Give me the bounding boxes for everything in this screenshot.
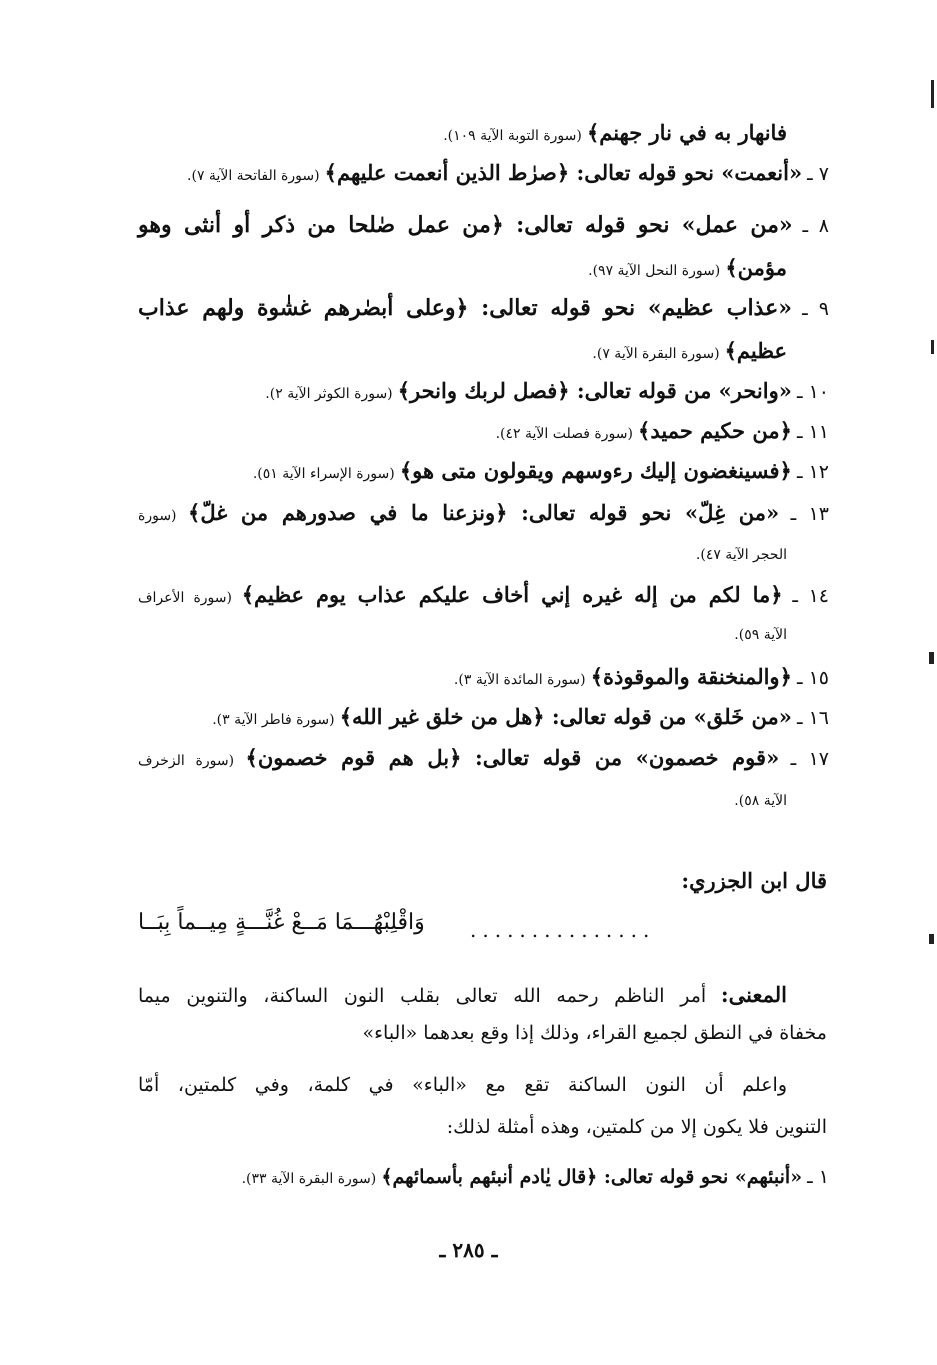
- item-7: ٧ ـ «أنعمت» نحو قوله تعالى: ﴿صرٰط الذين أنعمت عليهم﴾ (سورة الفاتحة الآية ٧).: [187, 160, 829, 185]
- item-16: ١٦ ـ «من خَلق» من قوله تعالى: ﴿هل من خلق غير الله﴾ (سورة فاطر الآية ٣).: [212, 704, 829, 729]
- meaning-line-1: المعنى: أمر الناظم رحمه الله تعالى بقلب النون الساكنة، والتنوين ميما: [138, 982, 787, 1007]
- item-9-cont: عظيم﴾ (سورة البقرة الآية ٧).: [592, 338, 787, 363]
- page-number: ـ ٢٨٥ ـ: [439, 1238, 498, 1262]
- item-14-cont: الآية ٥٩).: [734, 627, 787, 643]
- scan-edge-mark: [931, 340, 934, 354]
- scan-edge-mark: [931, 80, 934, 108]
- item-8: ٨ ـ «من عمل» نحو قوله تعالى: ﴿من عمل صٰلحا من ذكر أو أنثى وهو: [138, 212, 829, 238]
- example-1: ١ ـ «أنبئهم» نحو قوله تعالى: ﴿قال يٰادم أنبئهم بأسمائهم﴾ (سورة البقرة الآية ٣٣).: [241, 1166, 829, 1188]
- item-17-cont: الآية ٥٨).: [734, 793, 787, 809]
- verse-text: وَاقْلِبْهُـــمَا مَــعْ غُنَّـــةٍ مِيــماً بِبَــا: [138, 910, 425, 935]
- item-13-cont: الحجر الآية ٤٧).: [695, 547, 787, 563]
- item-13: ١٣ ـ «من غِلّ» نحو قوله تعالى: ﴿ونزعنا ما في صدورهم من غلّ﴾ (سورة: [138, 500, 830, 525]
- note-line-2: التنوين فلا يكون إلا من كلمتين، وهذه أمثلة لذلك:: [446, 1116, 827, 1138]
- note-line-1: واعلم أن النون الساكنة تقع مع «الباء» في كلمة، وفي كلمتين، أمّا: [138, 1074, 787, 1096]
- section-heading: قال ابن الجزري:: [681, 868, 827, 893]
- meaning-line-2: مخفاة في النطق لجميع القراء، وذلك إذا وقع بعدهما «الباء»: [362, 1022, 827, 1044]
- item-9: ٩ ـ «عذاب عظيم» نحو قوله تعالى: ﴿وعلى أبصٰرهم غشٰوة ولهم عذاب: [138, 295, 829, 321]
- line-1: فانهار به في نار جهنم﴾ (سورة التوبة الآية ١٠٩).: [443, 120, 787, 145]
- item-12: ١٢ ـ ﴿فسينغضون إليك رءوسهم ويقولون متى هو﴾ (سورة الإسراء الآية ٥١).: [252, 458, 829, 483]
- item-14: ١٤ ـ ﴿ما لكم من إله غيره إني أخاف عليكم عذاب يوم عظيم﴾ (سورة الأعراف: [138, 582, 829, 607]
- item-15: ١٥ ـ ﴿والمنخنقة والموقوذة﴾ (سورة المائدة الآية ٣).: [453, 664, 829, 689]
- verse-dots: ...............: [470, 918, 656, 942]
- scan-edge-mark: [929, 652, 934, 664]
- item-10: ١٠ ـ «وانحر» من قوله تعالى: ﴿فصل لربك وانحر﴾ (سورة الكوثر الآية ٢).: [265, 378, 829, 403]
- item-17: ١٧ ـ «قوم خصمون» من قوله تعالى: ﴿بل هم قوم خصمون﴾ (سورة الزخرف: [138, 745, 830, 770]
- item-11: ١١ ـ ﴿من حكيم حميد﴾ (سورة فصلت الآية ٤٢).: [495, 418, 829, 443]
- scan-edge-mark: [929, 934, 934, 944]
- item-8-cont: مؤمن﴾ (سورة النحل الآية ٩٧).: [588, 255, 787, 280]
